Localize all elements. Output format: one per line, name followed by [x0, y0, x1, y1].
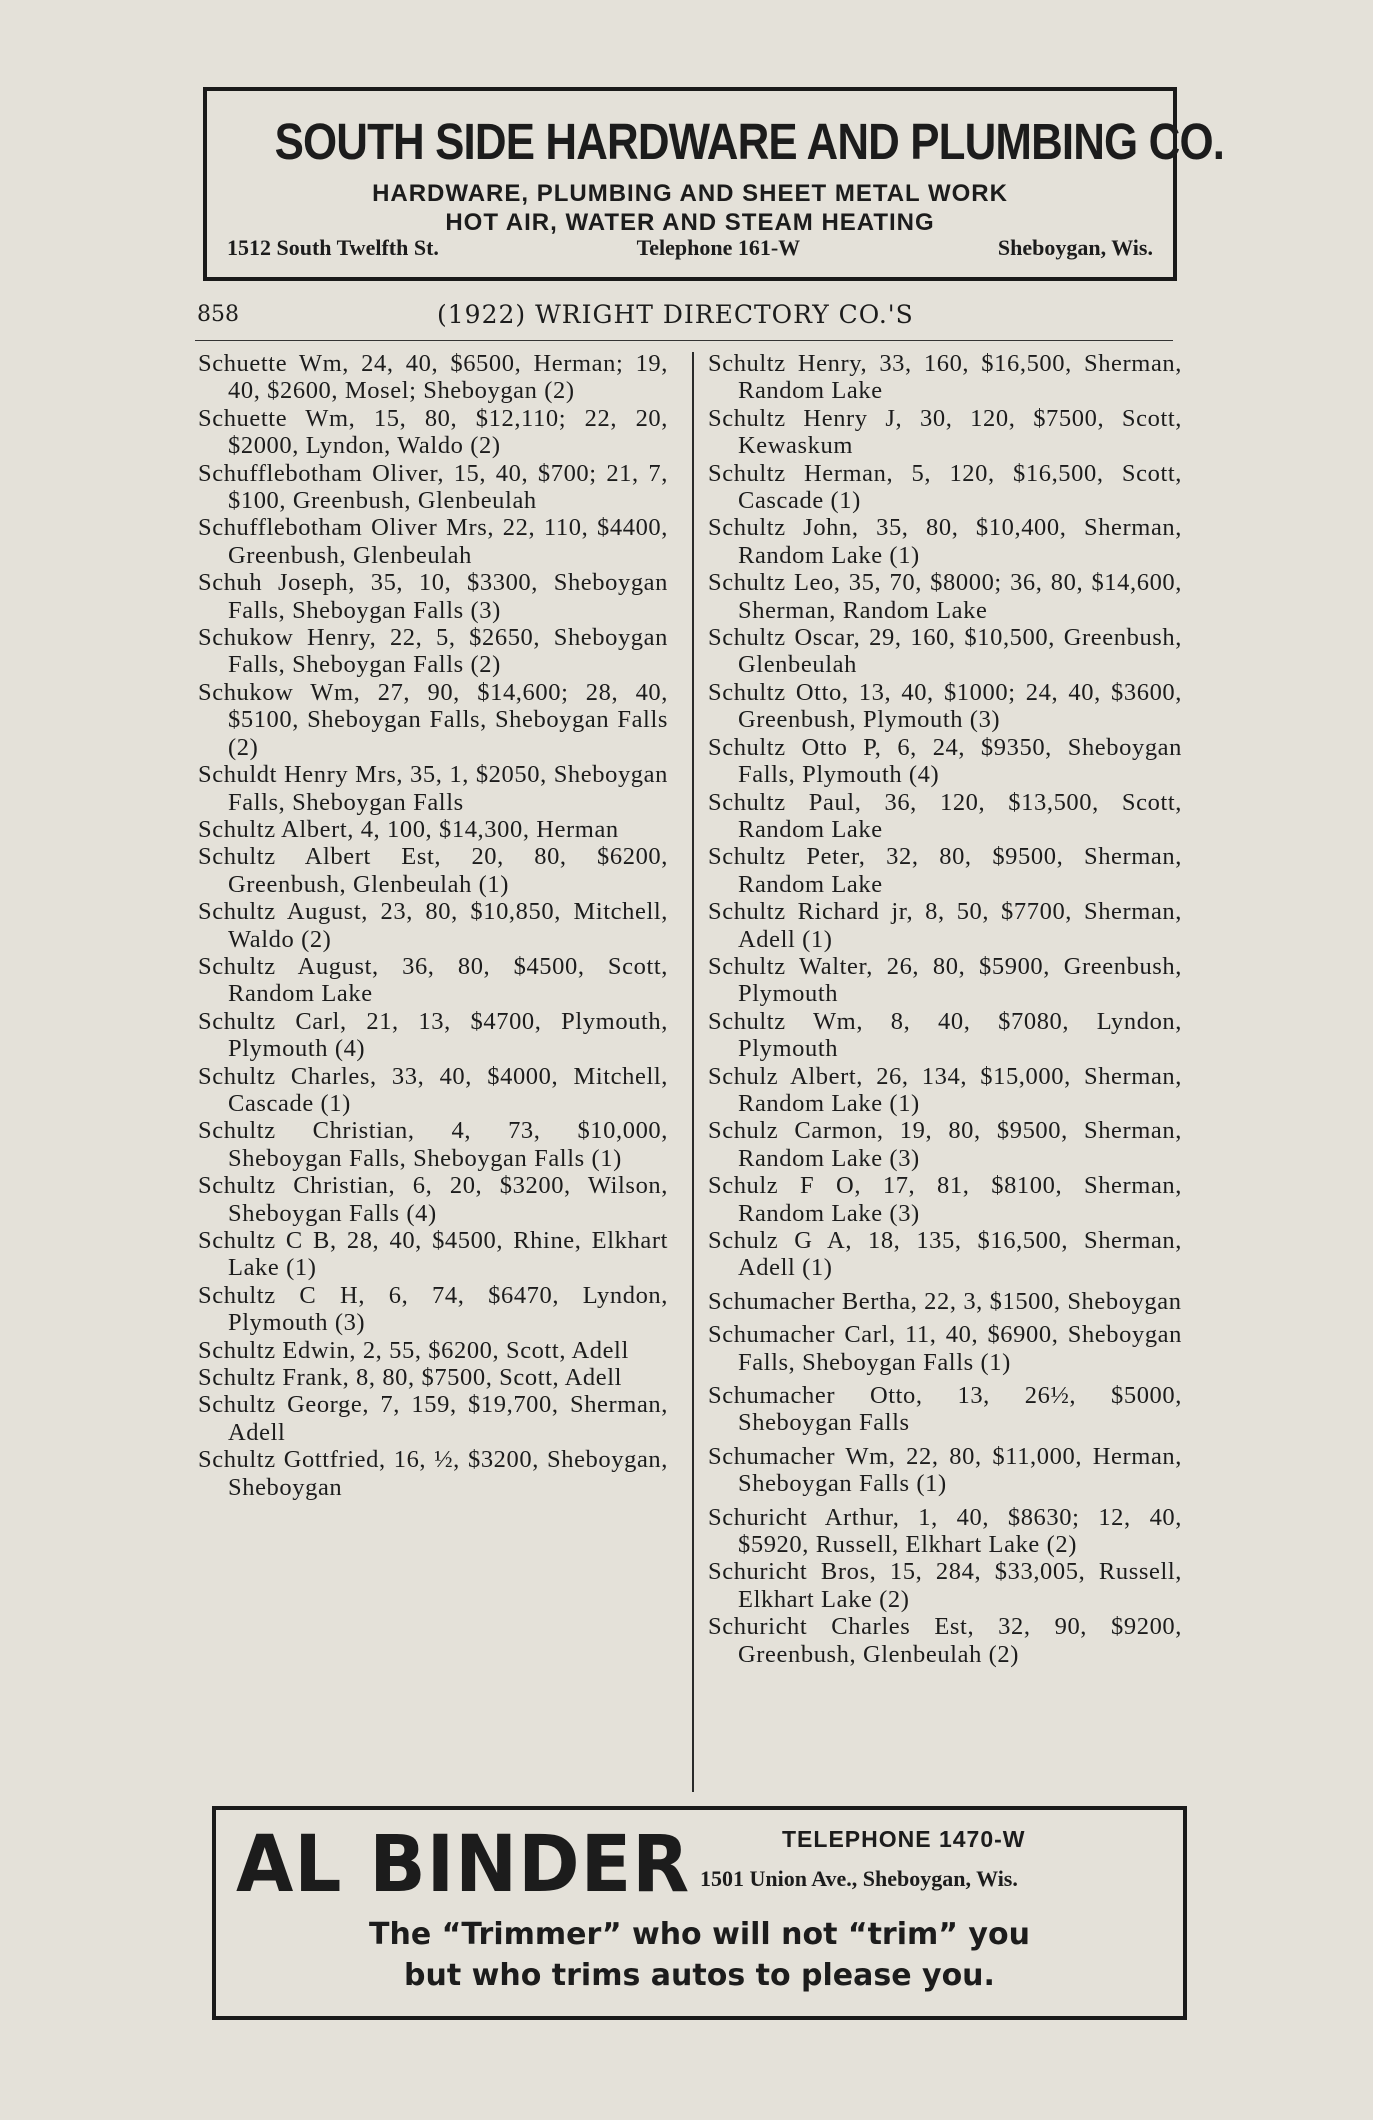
directory-entry: Schultz Peter, 32, 80, $9500, Sherman, Random Lake [708, 843, 1182, 898]
directory-entry: Schultz C B, 28, 40, $4500, Rhine, Elkhart Lake (1) [198, 1227, 668, 1282]
directory-entry: Schultz Charles, 33, 40, $4000, Mitchell, Cascade (1) [198, 1062, 668, 1117]
directory-entry: Schuricht Arthur, 1, 40, $8630; 12, 40, $5920, Russell, Elkhart Lake (2) [708, 1503, 1182, 1559]
directory-entry: Schultz Henry, 33, 160, $16,500, Sherman, Random Lake [708, 350, 1182, 405]
ad-slogan-line-1: The “Trimmer” who will not “trim” you [369, 1917, 1030, 1952]
directory-entry: Schulz Albert, 26, 134, $15,000, Sherman, Random Lake (1) [708, 1062, 1182, 1117]
directory-entry: Schufflebotham Oliver, 15, 40, $700; 21, 7, $100, Greenbush, Glenbeulah [198, 459, 668, 515]
directory-entry: Schultz C H, 6, 74, $6470, Lyndon, Plymouth (3) [198, 1281, 668, 1337]
directory-title: (1922) WRIGHT DIRECTORY CO.'S [437, 300, 914, 329]
ad-contact-row [227, 235, 1153, 261]
directory-entry: Schultz August, 23, 80, $10,850, Mitchell, Waldo (2) [198, 898, 668, 953]
directory-entry: Schultz Oscar, 29, 160, $10,500, Greenbush, Glenbeulah [708, 624, 1182, 679]
directory-entry: Schultz Gottfried, 16, ½, $3200, Sheboygan, Sheboygan [198, 1446, 668, 1501]
ad-address: 1501 Union Ave., Sheboygan, Wis. [700, 1866, 1018, 1891]
ad-slogan [216, 1914, 1183, 1996]
directory-entry: Schultz Christian, 4, 73, $10,000, Sheboygan Falls, Sheboygan Falls (1) [198, 1117, 668, 1172]
binder-advertisement [212, 1806, 1187, 2020]
directory-entry: Schultz Christian, 6, 20, $3200, Wilson, Sheboygan Falls (4) [198, 1172, 668, 1227]
directory-entry: Schumacher Wm, 22, 80, $11,000, Herman, Sheboygan Falls (1) [708, 1442, 1182, 1498]
hardware-advertisement [203, 87, 1225, 281]
ad-address: 1512 South Twelfth St. [227, 235, 439, 260]
directory-entry: Schultz August, 36, 80, $4500, Scott, Random Lake [198, 952, 668, 1008]
directory-entry: Schuette Wm, 15, 80, $12,110; 22, 20, $2000, Lyndon, Waldo (2) [198, 404, 668, 460]
page-number: 858 [197, 302, 239, 327]
directory-entry: Schumacher Carl, 11, 40, $6900, Sheboygan Falls, Sheboygan Falls (1) [708, 1321, 1182, 1376]
ad-telephone: TELEPHONE 1470-W [782, 1826, 1026, 1852]
directory-entry: Schultz Walter, 26, 80, $5900, Greenbush, Plymouth [708, 952, 1182, 1008]
directory-entry: Schultz Herman, 5, 120, $16,500, Scott, Cascade (1) [708, 459, 1182, 515]
right-column [708, 350, 1182, 1668]
directory-entry: Schulz F O, 17, 81, $8100, Sherman, Random Lake (3) [708, 1172, 1182, 1227]
directory-entry: Schultz Edwin, 2, 55, $6200, Scott, Adell [198, 1336, 629, 1364]
directory-entry: Schultz John, 35, 80, $10,400, Sherman, Random Lake (1) [708, 514, 1182, 569]
directory-entry: Schultz Paul, 36, 120, $13,500, Scott, Random Lake [708, 788, 1182, 843]
ad-heating-line: HOT AIR, WATER AND STEAM HEATING [445, 209, 935, 236]
directory-entry: Schultz Otto P, 6, 24, $9350, Sheboygan Falls, Plymouth (4) [708, 733, 1182, 789]
ad-telephone: Telephone 161-W [636, 235, 801, 260]
directory-entry: Schultz Frank, 8, 80, $7500, Scott, Adell [198, 1364, 623, 1392]
directory-entry: Schulz G A, 18, 135, $16,500, Sherman, Adell (1) [708, 1227, 1182, 1282]
directory-entry: Schultz Henry J, 30, 120, $7500, Scott, Kewaskum [708, 404, 1182, 460]
ad-services-line: HARDWARE, PLUMBING AND SHEET METAL WORK [372, 180, 1008, 207]
directory-entry: Schultz Wm, 8, 40, $7080, Lyndon, Plymouth [708, 1007, 1182, 1063]
directory-entry: Schultz Richard jr, 8, 50, $7700, Sherman, Adell (1) [708, 898, 1182, 953]
directory-entry: Schukow Wm, 27, 90, $14,600; 28, 40, $5100, Sheboygan Falls, Sheboygan Falls (2) [198, 678, 668, 761]
ad-company-name: SOUTH SIDE HARDWARE AND PLUMBING CO. [274, 113, 1225, 170]
ad-business-name: AL BINDER [236, 1820, 691, 1910]
directory-entry: Schuh Joseph, 35, 10, $3300, Sheboygan Falls, Sheboygan Falls (3) [198, 569, 668, 624]
directory-entry: Schuricht Charles Est, 32, 90, $9200, Greenbush, Glenbeulah (2) [708, 1613, 1182, 1668]
directory-entry: Schultz Otto, 13, 40, $1000; 24, 40, $3600, Greenbush, Plymouth (3) [708, 678, 1182, 734]
directory-entry: Schultz Albert, 4, 100, $14,300, Herman [198, 815, 619, 843]
directory-entry: Schultz Leo, 35, 70, $8000; 36, 80, $14,600, Sherman, Random Lake [708, 569, 1182, 624]
directory-entry: Schufflebotham Oliver Mrs, 22, 110, $4400, Greenbush, Glenbeulah [198, 514, 668, 569]
directory-entry: Schultz Carl, 21, 13, $4700, Plymouth, Plymouth (4) [198, 1007, 668, 1063]
directory-entry: Schuette Wm, 24, 40, $6500, Herman; 19, 40, $2600, Mosel; Sheboygan (2) [198, 350, 668, 405]
directory-entry: Schukow Henry, 22, 5, $2650, Sheboygan Falls, Sheboygan Falls (2) [198, 624, 668, 679]
directory-entry: Schulz Carmon, 19, 80, $9500, Sherman, Random Lake (3) [708, 1117, 1182, 1172]
directory-entry: Schumacher Bertha, 22, 3, $1500, Sheboygan [708, 1287, 1182, 1315]
directory-entry: Schultz George, 7, 159, $19,700, Sherman, Adell [198, 1391, 668, 1446]
ad-city: Sheboygan, Wis. [997, 235, 1153, 260]
directory-entry: Schuricht Bros, 15, 284, $33,005, Russell, Elkhart Lake (2) [708, 1558, 1182, 1613]
column-divider [692, 352, 694, 1792]
left-column [198, 350, 668, 1501]
directory-entry: Schumacher Otto, 13, 26½, $5000, Sheboygan Falls [708, 1382, 1182, 1437]
running-header [195, 300, 1173, 341]
ad-slogan-line-2: but who trims autos to please you. [404, 1958, 995, 1993]
directory-entry: Schultz Albert Est, 20, 80, $6200, Greenbush, Glenbeulah (1) [198, 843, 668, 898]
directory-entry: Schuldt Henry Mrs, 35, 1, $2050, Sheboygan Falls, Sheboygan Falls [198, 761, 668, 816]
